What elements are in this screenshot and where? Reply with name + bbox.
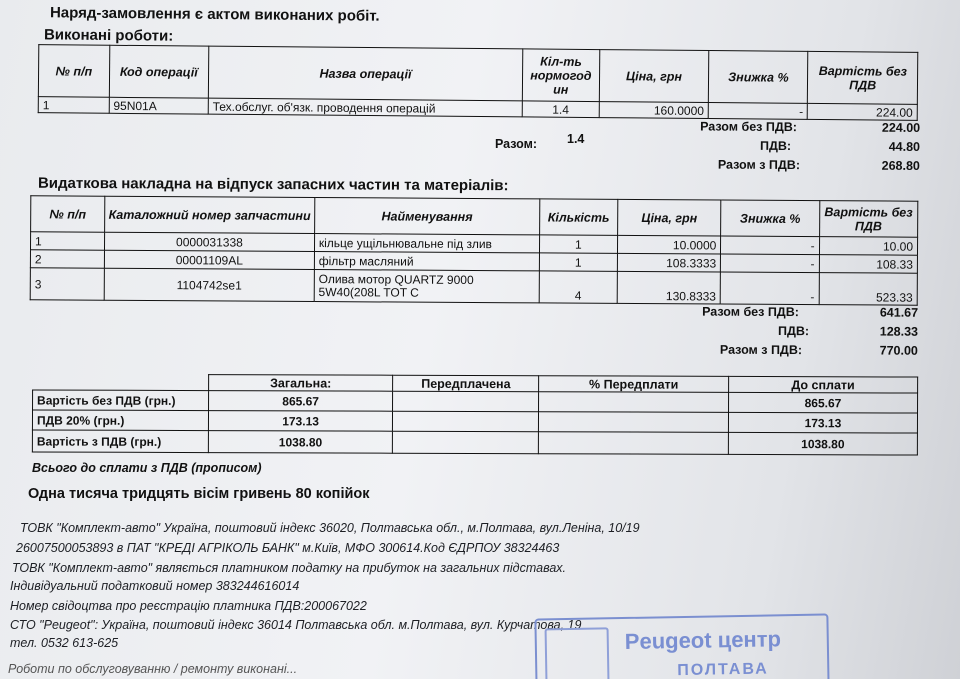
- cell-hours: 1.4: [522, 101, 599, 118]
- totals-label: Разом з ПДВ:: [719, 342, 803, 358]
- totals-value: 224.00: [881, 120, 921, 135]
- header-catalog: Каталожний номер запчастини: [105, 196, 315, 233]
- cell-qty: 1: [539, 253, 617, 271]
- cell-qty: 4: [539, 271, 617, 303]
- lion-logo-icon: [545, 627, 610, 679]
- totals-row: [640, 157, 920, 178]
- words-label: Всього до сплати з ПДВ (прописом): [32, 461, 262, 475]
- totals-label: ПДВ:: [777, 323, 810, 339]
- totals-label: Разом без ПДВ:: [702, 304, 799, 320]
- totals-value: 641.67: [879, 305, 919, 320]
- cell-num: 1: [38, 97, 109, 114]
- totals-label: Разом з ПДВ:: [717, 157, 801, 173]
- cell-cost: 523.33: [819, 273, 918, 306]
- cell-catalog: 1104742se1: [104, 268, 314, 301]
- header-discount: Знижка %: [709, 51, 809, 104]
- cell-discount: -: [721, 236, 819, 255]
- footer-line: ТОВК "Комплект-авто" Україна, поштовий індекс 36020, Полтавська обл., м.Полтава, вул.Леніна, 10/19: [20, 521, 640, 535]
- cell-price: 108.3333: [617, 253, 720, 272]
- parts-table-header: [31, 196, 918, 237]
- cell-cost: 108.33: [819, 255, 917, 274]
- header-price: Ціна, грн: [618, 199, 722, 236]
- works-table-header: [38, 45, 917, 105]
- totals-value: 268.80: [881, 158, 920, 173]
- cell-catalog: 0000031338: [104, 232, 314, 251]
- summary-row-label: ПДВ 20% (грн.): [32, 410, 208, 431]
- totals-row: [640, 342, 918, 362]
- totals-value: 44.80: [888, 139, 921, 154]
- cell-num: 1: [30, 232, 104, 250]
- stamp-title: Peugeot центр: [624, 626, 782, 654]
- stamp-city: ПОЛТАВА: [677, 660, 769, 679]
- totals-row: [640, 119, 920, 140]
- header-total: Загальна:: [208, 375, 393, 392]
- footer-line: ТОВК "Комплект-авто" являється платником податку на прибуток на загальних підставах.: [12, 561, 566, 575]
- totals-value: 770.00: [879, 343, 918, 358]
- footer-line: тел. 0532 613-625: [10, 636, 119, 650]
- header-prepaid: Передплачена: [393, 375, 539, 392]
- summary-total: 1038.80: [208, 431, 393, 454]
- summary-total: 173.13: [208, 411, 393, 432]
- summary-to-pay: 865.67: [728, 392, 917, 413]
- summary-total: 865.67: [208, 391, 393, 412]
- cell-name: фільтр масляний: [314, 252, 539, 271]
- cell-name: кільце ущільнювальне під злив: [314, 234, 539, 253]
- header-qty: Кількість: [539, 199, 617, 235]
- header-name: Найменування: [314, 198, 539, 235]
- cell-num: 3: [30, 268, 104, 300]
- header-num: № п/п: [38, 45, 109, 98]
- summary-header-empty: [33, 374, 209, 391]
- header-code: Код операції: [109, 45, 209, 98]
- table-row: [30, 268, 917, 305]
- words-value: Одна тисяча тридцять вісім гривень 80 копійок: [28, 486, 370, 502]
- header-cost: Вартість без ПДВ: [808, 51, 918, 104]
- cell-discount: -: [708, 103, 807, 120]
- cell-code: 95N01A: [109, 97, 208, 114]
- summary-prepaid: [393, 411, 539, 432]
- parts-totals: [640, 304, 918, 362]
- cell-discount: -: [720, 272, 819, 305]
- totals-value: 128.33: [879, 324, 919, 339]
- cell-catalog: 00001109AL: [104, 250, 314, 269]
- summary-prepaid-percent: [539, 412, 729, 433]
- footer-line: Індивідуальний податковий номер 383244616014: [10, 579, 300, 593]
- works-table: [38, 44, 919, 121]
- cell-cost: 10.00: [819, 237, 917, 256]
- header-discount: Знижка %: [721, 200, 820, 237]
- header-num: № п/п: [31, 196, 105, 232]
- works-totals: [640, 119, 920, 178]
- header-to-pay: До сплати: [729, 376, 918, 393]
- cell-op-name: Тех.обслуг. об'язк. проводення операцій: [208, 98, 522, 117]
- totals-row: [640, 323, 918, 343]
- cell-price: 130.8333: [617, 271, 721, 304]
- summary-prepaid-percent: [539, 392, 729, 413]
- totals-row: [640, 138, 920, 159]
- footer-line: 26007500053893 в ПАТ "КРЕДІ АГРІКОЛЬ БАНК" м.Київ, МФО 300614.Код ЄДРПОУ 38324463: [16, 541, 560, 555]
- table-row: [32, 430, 917, 455]
- totals-label: ПДВ:: [759, 138, 792, 154]
- summary-row-label: Вартість без ПДВ (грн.): [33, 390, 209, 411]
- totals-row: [640, 304, 918, 324]
- summary-row-label: Вартість з ПДВ (грн.): [32, 430, 208, 453]
- summary-prepaid: [393, 391, 539, 412]
- summary-table: [32, 373, 918, 455]
- footer-line: Роботи по обслуговуванню / ремонту виконані...: [8, 662, 298, 676]
- header-op-name: Назва операції: [208, 46, 523, 101]
- header-hours: Кіл-ть нормогод ин: [522, 49, 599, 102]
- header-price: Ціна, грн: [599, 50, 709, 103]
- header-prepaid-percent: % Передплати: [539, 376, 729, 393]
- summary-to-pay: 173.13: [728, 412, 917, 433]
- peugeot-stamp: [534, 613, 829, 679]
- cell-qty: 1: [539, 235, 617, 253]
- cell-price: 10.0000: [617, 235, 720, 254]
- cell-num: 2: [30, 250, 104, 268]
- parts-table: [30, 195, 919, 305]
- summary-prepaid: [393, 431, 539, 454]
- cell-name: Олива мотор QUARTZ 9000 5W40(208L TOT C: [314, 270, 539, 303]
- parts-heading: Видаткова накладна на відпуск запасних частин та матеріалів:: [37, 174, 509, 195]
- cell-price: 160.0000: [599, 102, 709, 119]
- footer-line: Номер свідоцтва про реєстрацію платника ПДВ:200067022: [10, 599, 367, 613]
- works-razom-value: 1.4: [567, 132, 585, 146]
- cell-discount: -: [721, 254, 819, 273]
- summary-prepaid-percent: [539, 432, 729, 455]
- summary-to-pay: 1038.80: [728, 432, 917, 455]
- footer-line: СТО "Peugeot": Україна, поштовий індекс 36014 Полтавська обл. м.Полтава, вул. Курчатова, 19: [10, 618, 582, 632]
- cell-cost: 224.00: [808, 103, 918, 120]
- works-razom-label: Разом:: [495, 137, 538, 151]
- header-cost: Вартість без ПДВ: [819, 201, 918, 238]
- totals-label: Разом без ПДВ:: [700, 119, 798, 135]
- document-title: Наряд-замовлення є актом виконаних робіт.: [49, 4, 380, 25]
- works-heading: Виконані роботи:: [43, 26, 174, 45]
